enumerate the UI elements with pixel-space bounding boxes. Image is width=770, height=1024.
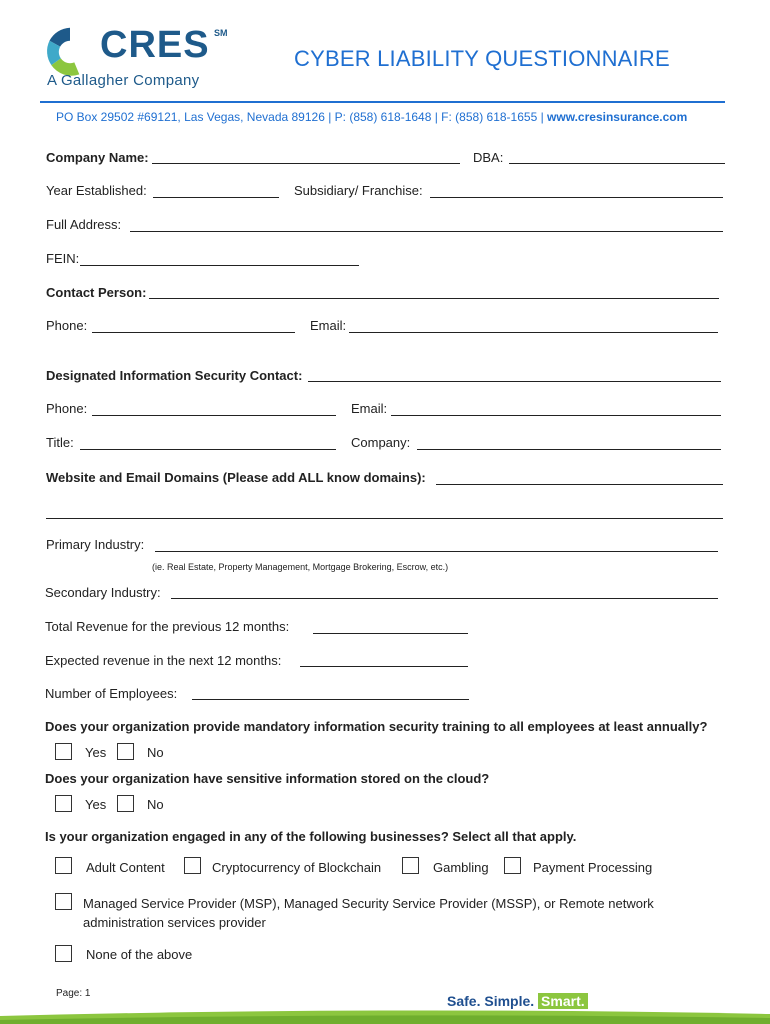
- gambling-label: Gambling: [433, 860, 489, 875]
- domains-field[interactable]: [436, 484, 723, 485]
- dba-field[interactable]: [509, 163, 725, 164]
- msp-label-line1: Managed Service Provider (MSP), Managed Security Service Provider (MSSP), or Remote network: [83, 896, 654, 911]
- primary-industry-field[interactable]: [155, 551, 718, 552]
- website-link[interactable]: www.cresinsurance.com: [547, 110, 688, 124]
- footer-wave: [0, 1006, 770, 1024]
- slogan-text: Safe. Simple.: [447, 993, 535, 1009]
- adult-content-label: Adult Content: [86, 860, 165, 875]
- security-phone-field[interactable]: [92, 415, 336, 416]
- adult-content-checkbox[interactable]: [55, 857, 72, 874]
- contact-person-label: Contact Person:: [46, 285, 147, 300]
- msp-label-line2: administration services provider: [83, 915, 266, 930]
- security-email-label: Email:: [351, 401, 388, 416]
- domains-field-2[interactable]: [46, 518, 723, 519]
- payment-processing-checkbox[interactable]: [504, 857, 521, 874]
- cloud-no-checkbox[interactable]: [117, 795, 134, 812]
- security-phone-label: Phone:: [46, 401, 88, 416]
- training-no-checkbox[interactable]: [117, 743, 134, 760]
- training-yes-checkbox[interactable]: [55, 743, 72, 760]
- logo-wordmark: CRES: [100, 24, 210, 66]
- logo-subtitle: A Gallagher Company: [47, 72, 200, 89]
- total-revenue-field[interactable]: [313, 633, 468, 634]
- fein-label: FEIN:: [46, 251, 80, 266]
- page-title: CYBER LIABILITY QUESTIONNAIRE: [294, 46, 670, 71]
- security-email-field[interactable]: [391, 415, 721, 416]
- contact-info: [56, 110, 687, 124]
- email-label: Email:: [310, 318, 347, 333]
- cloud-no-label: No: [147, 797, 164, 812]
- expected-revenue-field[interactable]: [300, 666, 468, 667]
- subsidiary-label: Subsidiary/ Franchise:: [294, 183, 423, 198]
- domains-label: Website and Email Domains (Please add ALL know domains):: [46, 470, 426, 485]
- title-field[interactable]: [80, 449, 336, 450]
- secondary-industry-label: Secondary Industry:: [45, 585, 161, 600]
- crypto-label: Cryptocurrency of Blockchain: [212, 860, 382, 875]
- full-address-label: Full Address:: [46, 217, 122, 232]
- title-label: Title:: [46, 435, 74, 450]
- full-address-field[interactable]: [130, 231, 723, 232]
- msp-checkbox[interactable]: [55, 893, 72, 910]
- header-divider: [40, 101, 725, 103]
- security-contact-label: Designated Information Security Contact:: [46, 368, 303, 383]
- phone-field[interactable]: [92, 332, 295, 333]
- company-label: Company:: [351, 435, 411, 450]
- training-no-label: No: [147, 745, 164, 760]
- email-field[interactable]: [349, 332, 718, 333]
- gambling-checkbox[interactable]: [402, 857, 419, 874]
- company-field[interactable]: [417, 449, 721, 450]
- industry-note: (ie. Real Estate, Property Management, Mortgage Brokering, Escrow, etc.): [152, 562, 449, 572]
- training-yes-label: Yes: [85, 745, 107, 760]
- question-training: Does your organization provide mandatory information security training to all employees at least annually?: [45, 719, 708, 734]
- contact-person-field[interactable]: [149, 298, 719, 299]
- company-name-label: Company Name:: [46, 150, 149, 165]
- employees-label: Number of Employees:: [45, 686, 178, 701]
- question-cloud: Does your organization have sensitive information stored on the cloud?: [45, 771, 490, 786]
- security-contact-field[interactable]: [308, 381, 721, 382]
- expected-revenue-label: Expected revenue in the next 12 months:: [45, 653, 282, 668]
- none-checkbox[interactable]: [55, 945, 72, 962]
- fein-field[interactable]: [80, 265, 359, 266]
- cloud-yes-label: Yes: [85, 797, 107, 812]
- cloud-yes-checkbox[interactable]: [55, 795, 72, 812]
- question-businesses: Is your organization engaged in any of the following businesses? Select all that apply.: [45, 829, 577, 844]
- secondary-industry-field[interactable]: [171, 598, 718, 599]
- slogan-highlight: Smart.: [538, 993, 588, 1009]
- total-revenue-label: Total Revenue for the previous 12 months:: [45, 619, 290, 634]
- payment-processing-label: Payment Processing: [533, 860, 653, 875]
- page-number: Page: 1: [56, 988, 91, 999]
- year-established-field[interactable]: [153, 197, 279, 198]
- company-name-field[interactable]: [152, 163, 460, 164]
- phone-label: Phone:: [46, 318, 88, 333]
- none-label: None of the above: [86, 947, 193, 962]
- year-established-label: Year Established:: [46, 183, 147, 198]
- dba-label: DBA:: [473, 150, 504, 165]
- subsidiary-field[interactable]: [430, 197, 723, 198]
- employees-field[interactable]: [192, 699, 469, 700]
- primary-industry-label: Primary Industry:: [46, 537, 145, 552]
- contact-text: PO Box 29502 #69121, Las Vegas, Nevada 89126 | P: (858) 618-1648 | F: (858) 618-1655 |: [56, 110, 548, 124]
- crypto-checkbox[interactable]: [184, 857, 201, 874]
- service-mark: SM: [214, 28, 228, 38]
